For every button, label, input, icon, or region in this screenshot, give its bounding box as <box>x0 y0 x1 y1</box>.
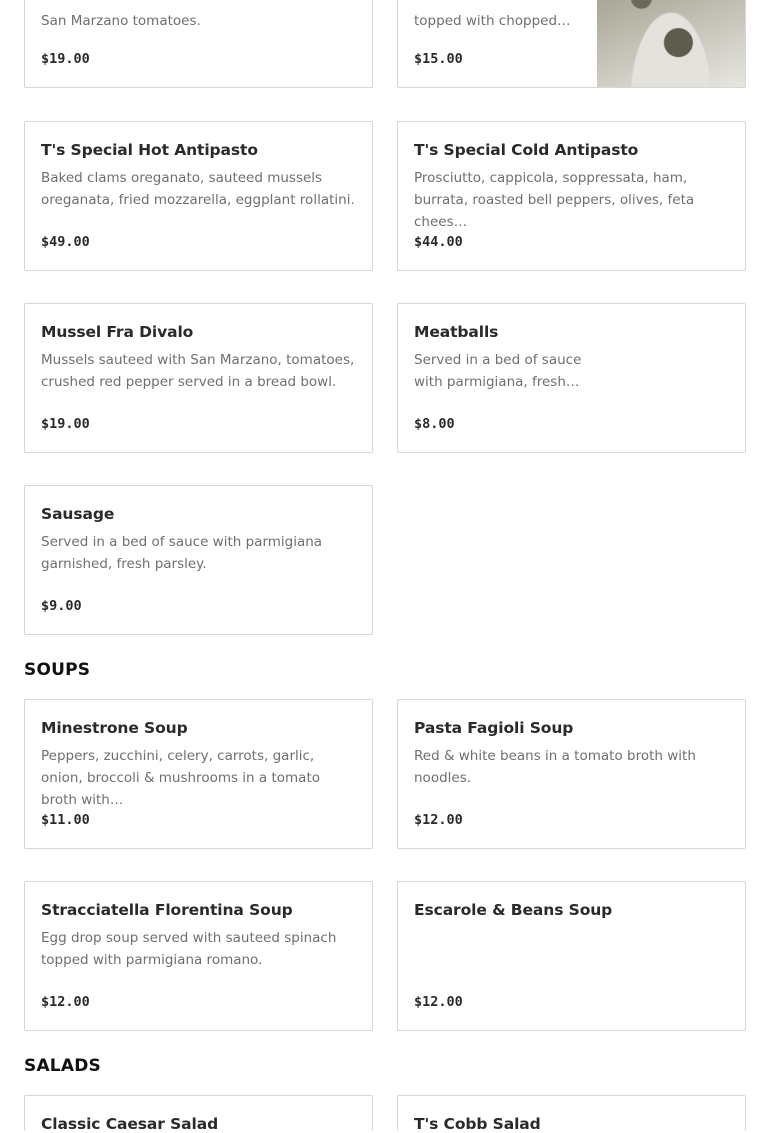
item-description: Red & white beans in a tomato broth with noodles. <box>414 748 696 786</box>
section-heading-soups: SOUPS <box>24 660 91 680</box>
item-price: $12.00 <box>41 994 90 1010</box>
item-description: Baked clams oreganato, sauteed mussels oreganata, fried mozzarella, eggplant rollatini. <box>41 170 355 208</box>
item-name: Stracciatella Florentina Soup <box>41 901 293 919</box>
item-price: $8.00 <box>414 416 455 432</box>
item-price: $12.00 <box>414 812 463 828</box>
section-heading-salads: SALADS <box>24 1056 101 1076</box>
item-name: Pasta Fagioli Soup <box>414 719 574 737</box>
item-description: topped with chopped… <box>414 13 571 29</box>
item-name: Minestrone Soup <box>41 719 188 737</box>
item-name: Sausage <box>41 505 115 523</box>
menu-item-card[interactable] <box>24 121 373 271</box>
menu-item-card[interactable] <box>397 0 746 88</box>
item-description: San Marzano tomatoes. <box>41 13 201 29</box>
item-name: T's Special Hot Antipasto <box>41 141 258 159</box>
menu-item-card[interactable] <box>24 1095 373 1131</box>
item-photo <box>597 0 745 87</box>
menu-item-card[interactable] <box>397 699 746 849</box>
menu-item-card[interactable] <box>24 699 373 849</box>
item-price: $12.00 <box>414 994 463 1010</box>
menu-item-card[interactable] <box>24 303 373 453</box>
item-price: $9.00 <box>41 598 82 614</box>
menu-item-card[interactable] <box>397 1095 746 1131</box>
item-price: $11.00 <box>41 812 90 828</box>
item-name: Meatballs <box>414 323 499 341</box>
item-price: $19.00 <box>41 416 90 432</box>
item-description: Egg drop soup served with sauteed spinach topped with parmigiana romano. <box>41 930 337 968</box>
item-description: Prosciutto, cappicola, soppressata, ham, burrata, roasted bell peppers, olives, feta chees… <box>414 170 695 230</box>
menu-item-card[interactable] <box>24 485 373 635</box>
menu-item-card[interactable] <box>397 881 746 1031</box>
menu-item-card[interactable] <box>24 881 373 1031</box>
item-name: Escarole & Beans Soup <box>414 901 613 919</box>
menu-item-card[interactable] <box>397 303 746 453</box>
item-price: $44.00 <box>414 234 463 250</box>
item-description: Mussels sauteed with San Marzano, tomatoes, crushed red pepper served in a bread bowl. <box>41 352 355 390</box>
item-description <box>414 927 730 971</box>
item-description: Served in a bed of sauce with parmigiana garnished, fresh parsley. <box>41 534 323 572</box>
menu-item-card[interactable] <box>397 121 746 271</box>
item-price: $15.00 <box>414 51 463 67</box>
item-price: $19.00 <box>41 51 90 67</box>
item-price: $49.00 <box>41 234 90 250</box>
item-name: Classic Caesar Salad <box>41 1115 219 1133</box>
item-description: Peppers, zucchini, celery, carrots, garlic, onion, broccoli & mushrooms in a tomato broth with… <box>41 748 320 808</box>
menu-item-card[interactable] <box>24 0 373 88</box>
item-name: T's Cobb Salad <box>414 1115 541 1133</box>
item-name: Mussel Fra Divalo <box>41 323 194 341</box>
item-description: Served in a bed of sauce with parmigiana, fresh… <box>414 352 582 390</box>
item-name: T's Special Cold Antipasto <box>414 141 639 159</box>
